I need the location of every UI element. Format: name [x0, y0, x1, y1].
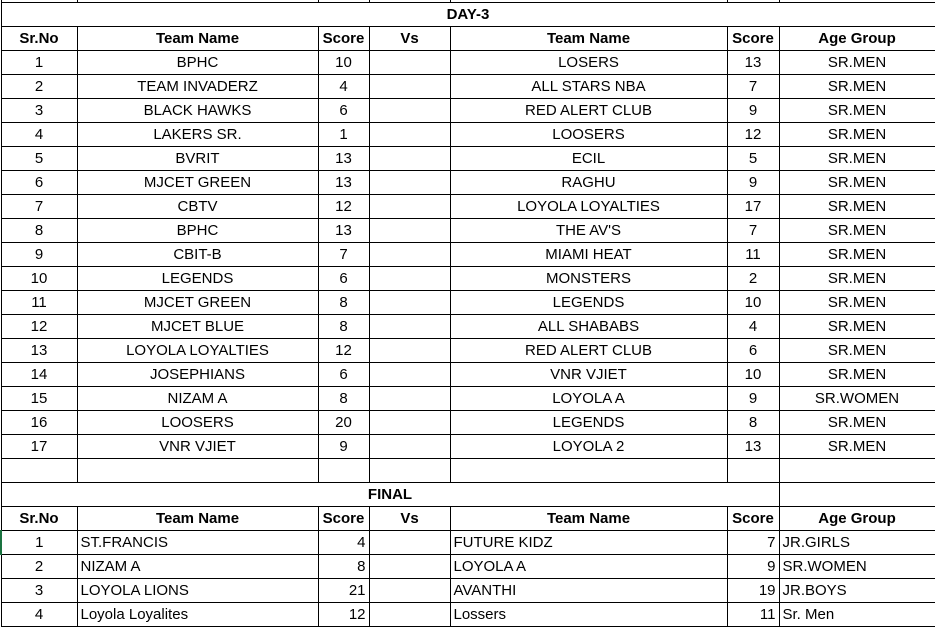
team2-cell[interactable]: RED ALERT CLUB [450, 99, 727, 123]
score1-cell[interactable]: 4 [318, 75, 369, 99]
age-group-cell[interactable]: SR.WOMEN [779, 555, 935, 579]
table-row [1, 579, 935, 603]
vs-cell[interactable] [369, 315, 450, 339]
vs-cell[interactable] [369, 339, 450, 363]
team2-cell[interactable]: LEGENDS [450, 411, 727, 435]
age-group-cell[interactable]: SR.MEN [779, 267, 935, 291]
team2-cell[interactable]: AVANTHI [450, 579, 727, 603]
day3-header-row [1, 27, 935, 51]
score1-cell[interactable]: 6 [318, 99, 369, 123]
team1-cell[interactable]: TEAM INVADERZ [77, 75, 318, 99]
score1-cell[interactable]: 6 [318, 267, 369, 291]
age-group-cell[interactable]: SR.MEN [779, 219, 935, 243]
team1-cell[interactable]: JOSEPHIANS [77, 363, 318, 387]
vs-cell[interactable] [369, 75, 450, 99]
team2-cell[interactable]: LOYOLA LOYALTIES [450, 195, 727, 219]
score1-cell[interactable]: 9 [318, 435, 369, 459]
team2-cell[interactable]: LOYOLA A [450, 555, 727, 579]
table-row [1, 291, 935, 315]
score1-cell[interactable]: 12 [318, 339, 369, 363]
table-row [1, 219, 935, 243]
age-group-cell[interactable]: SR.MEN [779, 291, 935, 315]
age-group-cell[interactable]: SR.MEN [779, 243, 935, 267]
team2-cell[interactable]: RED ALERT CLUB [450, 339, 727, 363]
sr-no-cell[interactable]: 3 [1, 99, 77, 123]
team2-cell[interactable]: LEGENDS [450, 291, 727, 315]
team1-cell[interactable]: CBTV [77, 195, 318, 219]
final-header-age-group[interactable]: Age Group [779, 507, 935, 531]
score1-cell[interactable]: 10 [318, 51, 369, 75]
vs-cell[interactable] [369, 555, 450, 579]
final-header-score-1[interactable]: Score [318, 507, 369, 531]
table-row [1, 267, 935, 291]
day3-rows [1, 51, 935, 459]
spacer-row [1, 459, 935, 483]
age-group-cell[interactable]: SR.MEN [779, 435, 935, 459]
sr-no-cell[interactable]: 6 [1, 171, 77, 195]
score2-cell[interactable]: 7 [727, 219, 779, 243]
final-header-score-2[interactable]: Score [727, 507, 779, 531]
team2-cell[interactable]: ALL SHABABS [450, 315, 727, 339]
team1-cell[interactable]: BLACK HAWKS [77, 99, 318, 123]
sr-no-cell[interactable]: 15 [1, 387, 77, 411]
team1-cell[interactable]: BPHC [77, 219, 318, 243]
team1-cell[interactable]: NIZAM A [77, 387, 318, 411]
sr-no-cell[interactable]: 1 [1, 51, 77, 75]
sr-no-cell[interactable]: 13 [1, 339, 77, 363]
vs-cell[interactable] [369, 387, 450, 411]
score2-cell[interactable]: 19 [727, 579, 779, 603]
score2-cell[interactable]: 17 [727, 195, 779, 219]
team1-cell[interactable]: ST.FRANCIS [77, 531, 318, 555]
score2-cell[interactable]: 5 [727, 147, 779, 171]
final-title[interactable]: FINAL [1, 483, 779, 507]
score2-cell[interactable]: 12 [727, 123, 779, 147]
team2-cell[interactable]: MIAMI HEAT [450, 243, 727, 267]
team1-cell[interactable]: LOYOLA LIONS [77, 579, 318, 603]
score2-cell[interactable]: 8 [727, 411, 779, 435]
age-group-cell[interactable]: Sr. Men [779, 603, 935, 627]
vs-cell[interactable] [369, 411, 450, 435]
score1-cell[interactable]: 12 [318, 603, 369, 627]
vs-cell[interactable] [369, 99, 450, 123]
header-age-group[interactable]: Age Group [779, 27, 935, 51]
age-group-cell[interactable]: JR.GIRLS [779, 531, 935, 555]
score2-cell[interactable]: 10 [727, 363, 779, 387]
empty-cell[interactable] [450, 459, 727, 483]
score1-cell[interactable]: 7 [318, 243, 369, 267]
age-group-cell[interactable]: SR.MEN [779, 147, 935, 171]
team1-cell[interactable]: BVRIT [77, 147, 318, 171]
score2-cell[interactable]: 9 [727, 387, 779, 411]
day3-title-row [1, 3, 935, 27]
vs-cell[interactable] [369, 603, 450, 627]
age-group-cell[interactable]: SR.WOMEN [779, 387, 935, 411]
table-row [1, 51, 935, 75]
team2-cell[interactable]: VNR VJIET [450, 363, 727, 387]
sr-no-cell[interactable]: 2 [1, 555, 77, 579]
team2-cell[interactable]: LOYOLA A [450, 387, 727, 411]
age-group-cell[interactable]: SR.MEN [779, 99, 935, 123]
empty-cell[interactable] [318, 459, 369, 483]
table-row [1, 339, 935, 363]
sr-no-cell[interactable]: 3 [1, 579, 77, 603]
age-group-cell[interactable]: SR.MEN [779, 123, 935, 147]
score1-cell[interactable]: 4 [318, 531, 369, 555]
table-row [1, 315, 935, 339]
team2-cell[interactable]: LOSERS [450, 51, 727, 75]
team2-cell[interactable]: FUTURE KIDZ [450, 531, 727, 555]
team1-cell[interactable]: Loyola Loyalites [77, 603, 318, 627]
score2-cell[interactable]: 11 [727, 243, 779, 267]
age-group-cell[interactable]: SR.MEN [779, 339, 935, 363]
team1-cell[interactable]: LAKERS SR. [77, 123, 318, 147]
age-group-cell[interactable]: SR.MEN [779, 363, 935, 387]
team1-cell[interactable]: MJCET GREEN [77, 291, 318, 315]
table-row [1, 387, 935, 411]
sr-no-cell[interactable]: 2 [1, 75, 77, 99]
team1-cell[interactable]: CBIT-B [77, 243, 318, 267]
table-row [1, 531, 935, 555]
score1-cell[interactable]: 1 [318, 123, 369, 147]
final-header-team-name-1[interactable]: Team Name [77, 507, 318, 531]
team1-cell[interactable]: LOYOLA LOYALTIES [77, 339, 318, 363]
header-team-name-2[interactable]: Team Name [450, 27, 727, 51]
vs-cell[interactable] [369, 291, 450, 315]
vs-cell[interactable] [369, 51, 450, 75]
vs-cell[interactable] [369, 219, 450, 243]
sr-no-cell[interactable]: 12 [1, 315, 77, 339]
team2-cell[interactable]: ECIL [450, 147, 727, 171]
header-vs[interactable]: Vs [369, 27, 450, 51]
sr-no-cell[interactable]: 9 [1, 243, 77, 267]
score1-cell[interactable]: 13 [318, 147, 369, 171]
score2-cell[interactable]: 4 [727, 315, 779, 339]
sr-no-cell[interactable]: 10 [1, 267, 77, 291]
score1-cell[interactable]: 8 [318, 315, 369, 339]
table-row [1, 171, 935, 195]
sr-no-cell[interactable]: 7 [1, 195, 77, 219]
score1-cell[interactable]: 21 [318, 579, 369, 603]
team1-cell[interactable]: LOOSERS [77, 411, 318, 435]
table-row [1, 123, 935, 147]
team2-cell[interactable]: THE AV'S [450, 219, 727, 243]
empty-cell[interactable] [369, 459, 450, 483]
sr-no-cell[interactable]: 17 [1, 435, 77, 459]
table-row [1, 603, 935, 627]
team2-cell[interactable]: LOYOLA 2 [450, 435, 727, 459]
header-team-name-1[interactable]: Team Name [77, 27, 318, 51]
score1-cell[interactable]: 13 [318, 171, 369, 195]
table-row [1, 555, 935, 579]
age-group-cell[interactable]: SR.MEN [779, 315, 935, 339]
vs-cell[interactable] [369, 195, 450, 219]
header-score-2[interactable]: Score [727, 27, 779, 51]
team1-cell[interactable]: VNR VJIET [77, 435, 318, 459]
vs-cell[interactable] [369, 243, 450, 267]
table-row [1, 195, 935, 219]
score1-cell[interactable]: 8 [318, 291, 369, 315]
sr-no-cell[interactable]: 8 [1, 219, 77, 243]
score1-cell[interactable]: 20 [318, 411, 369, 435]
age-group-cell[interactable]: SR.MEN [779, 195, 935, 219]
final-header-row [1, 507, 935, 531]
empty-cell[interactable] [779, 483, 935, 507]
vs-cell[interactable] [369, 171, 450, 195]
sr-no-cell[interactable]: 1 [1, 531, 77, 555]
score2-cell[interactable]: 10 [727, 291, 779, 315]
final-rows [1, 531, 935, 627]
score1-cell[interactable]: 8 [318, 387, 369, 411]
table-row [1, 363, 935, 387]
table-row [1, 147, 935, 171]
header-sr-no[interactable]: Sr.No [1, 27, 77, 51]
team1-cell[interactable]: BPHC [77, 51, 318, 75]
team1-cell[interactable]: MJCET BLUE [77, 315, 318, 339]
age-group-cell[interactable]: JR.BOYS [779, 579, 935, 603]
score2-cell[interactable]: 13 [727, 51, 779, 75]
empty-cell[interactable] [727, 459, 779, 483]
table-row [1, 435, 935, 459]
team2-cell[interactable]: ALL STARS NBA [450, 75, 727, 99]
final-title-row [1, 483, 935, 507]
score2-cell[interactable]: 7 [727, 75, 779, 99]
team2-cell[interactable]: MONSTERS [450, 267, 727, 291]
score1-cell[interactable]: 8 [318, 555, 369, 579]
vs-cell[interactable] [369, 147, 450, 171]
score2-cell[interactable]: 2 [727, 267, 779, 291]
score1-cell[interactable]: 6 [318, 363, 369, 387]
vs-cell[interactable] [369, 123, 450, 147]
vs-cell[interactable] [369, 363, 450, 387]
age-group-cell[interactable]: SR.MEN [779, 51, 935, 75]
score2-cell[interactable]: 9 [727, 171, 779, 195]
sr-no-cell[interactable]: 11 [1, 291, 77, 315]
score1-cell[interactable]: 12 [318, 195, 369, 219]
score2-cell[interactable]: 11 [727, 603, 779, 627]
team2-cell[interactable]: LOOSERS [450, 123, 727, 147]
sr-no-cell[interactable]: 4 [1, 603, 77, 627]
team1-cell[interactable]: LEGENDS [77, 267, 318, 291]
day3-title[interactable]: DAY-3 [1, 3, 935, 27]
age-group-cell[interactable]: SR.MEN [779, 75, 935, 99]
header-score-1[interactable]: Score [318, 27, 369, 51]
score2-cell[interactable]: 9 [727, 555, 779, 579]
age-group-cell[interactable]: SR.MEN [779, 171, 935, 195]
score1-cell[interactable]: 13 [318, 219, 369, 243]
score2-cell[interactable]: 6 [727, 339, 779, 363]
team1-cell[interactable]: MJCET GREEN [77, 171, 318, 195]
final-header-team-name-2[interactable]: Team Name [450, 507, 727, 531]
team2-cell[interactable]: Lossers [450, 603, 727, 627]
vs-cell[interactable] [369, 531, 450, 555]
score2-cell[interactable]: 7 [727, 531, 779, 555]
sr-no-cell[interactable]: 4 [1, 123, 77, 147]
vs-cell[interactable] [369, 435, 450, 459]
sr-no-cell[interactable]: 14 [1, 363, 77, 387]
age-group-cell[interactable]: SR.MEN [779, 411, 935, 435]
empty-cell[interactable] [77, 459, 318, 483]
table-row [1, 75, 935, 99]
empty-cell[interactable] [1, 459, 77, 483]
empty-cell[interactable] [779, 459, 935, 483]
vs-cell[interactable] [369, 267, 450, 291]
team1-cell[interactable]: NIZAM A [77, 555, 318, 579]
score2-cell[interactable]: 9 [727, 99, 779, 123]
final-header-vs[interactable]: Vs [369, 507, 450, 531]
table-row [1, 99, 935, 123]
final-header-sr-no[interactable]: Sr.No [1, 507, 77, 531]
team2-cell[interactable]: RAGHU [450, 171, 727, 195]
score2-cell[interactable]: 13 [727, 435, 779, 459]
sr-no-cell[interactable]: 16 [1, 411, 77, 435]
table-row [1, 411, 935, 435]
table-row [1, 243, 935, 267]
sr-no-cell[interactable]: 5 [1, 147, 77, 171]
vs-cell[interactable] [369, 579, 450, 603]
